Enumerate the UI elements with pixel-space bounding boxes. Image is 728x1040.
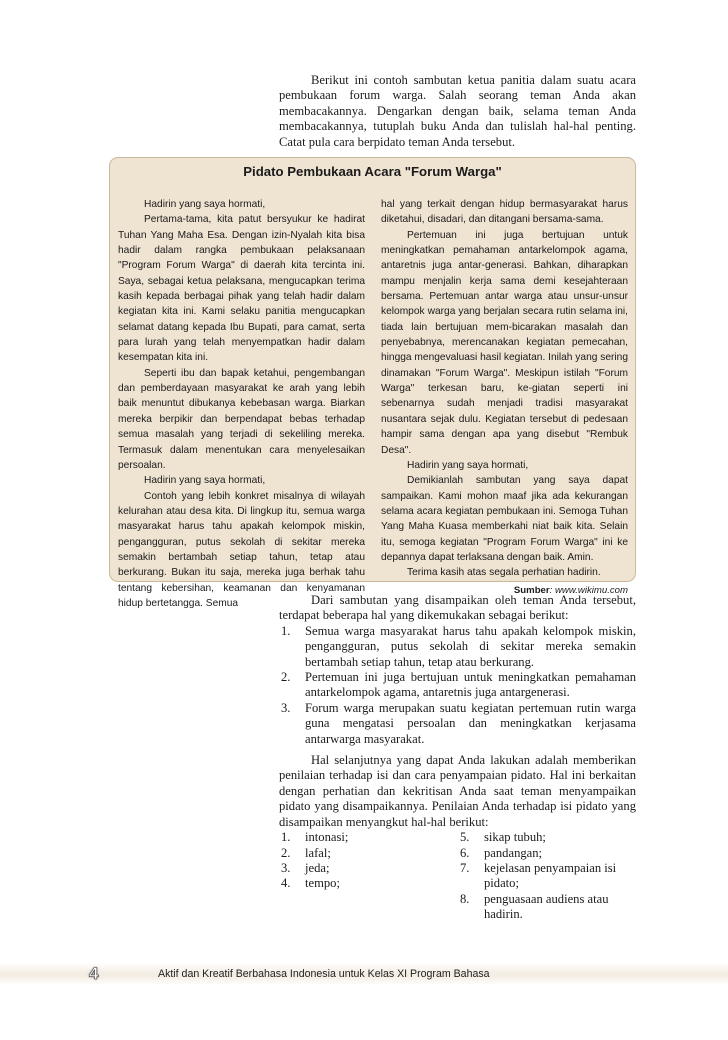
list-item: 2. Pertemuan ini juga bertujuan untuk meningkatkan pemahaman antarkelompok agama, antaretnis juga antargenerasi. (281, 670, 636, 700)
list-item-text: kejelasan penyampaian isi pidato; (484, 860, 617, 891)
speech-paragraph: hal yang terkait dengan hidup bermasyarakat harus diketahui, disadari, dan ditangani bersama-sama. (381, 199, 628, 226)
list-item-text: intonasi; (305, 830, 349, 845)
speech-paragraph: Contoh yang lebih konkret misalnya di wilayah kelurahan atau desa kita. Di lingkup itu, semua warga masyarakat harus tahu apakah kelompok miskin, pengangguran, putus sekolah di sekitar mereka semakin bertambah setiap tahun, tetap atau berkurang. Bukan itu saja, mereka juga berhak tahu tentang kebersihan, keamanan dan kenyamanan hidup bertetangga. Semua (118, 490, 365, 609)
speech-paragraph: Terima kasih atas segala perhatian hadirin. (407, 567, 601, 579)
points-list (279, 624, 636, 747)
analysis-next: Hal selanjutnya yang dapat Anda lakukan adalah memberikan penilaian terhadap isi dan cara penyampaian pidato. Hal ini berkaitan dengan perhatian dan kekritisan Anda saat teman menyampaikan pidato yang disampaikannya. Penilaian Anda terhadap isi pidato yang disampaikan menyangkut hal-hal berikut: (279, 753, 636, 829)
list-item: 1. Semua warga masyarakat harus tahu apakah kelompok miskin, pengangguran, putus sekolah di sekitar mereka semakin bertambah setiap tahun, tetap atau berkurang. (281, 623, 636, 669)
list-item-text: Semua warga masyarakat harus tahu apakah kelompok miskin, pengangguran, putus sekolah di sekitar mereka semakin bertambah setiap tahun, tetap atau berkurang. (305, 623, 636, 669)
speech-paragraph: Hadirin yang saya hormati, (144, 475, 266, 487)
analysis-section (279, 593, 636, 923)
source-url: : www.wikimu.com (549, 584, 628, 596)
list-item: 4. tempo; (281, 876, 340, 891)
speech-paragraph: Demikianlah sambutan yang saya dapat sampaikan. Kami mohon maaf jika ada kekurangan selama acara kegiatan pembukaan ini. Semoga Tuhan Yang Maha Kuasa memberkahi niat baik kita. Selain itu, semoga kegiatan "Program Forum Warga" ini ke depannya dapat terlaksana dengan baik. Amin. (381, 475, 628, 563)
speech-column-left (118, 197, 365, 611)
criteria-column-right (458, 830, 636, 922)
list-item-text: tempo; (305, 876, 340, 891)
intro-paragraph: Berikut ini contoh sambutan ketua panitia dalam suatu acara pembukaan forum warga. Salah seorang teman Anda akan membacakannya. Dengarkan dengan baik, selama teman Anda membacakannya, tutuplah buku Anda dan tulislah hal-hal penting. Catat pula cara berpidato teman Anda tersebut. (279, 73, 636, 149)
list-item: 2. lafal; (281, 845, 331, 860)
speech-paragraph: Seperti ibu dan bapak ketahui, pengembangan dan pemberdayaan masyarakat ke arah yang lebih baik menuntut dibukanya kebebasan warga. Biarkan mereka berpikir dan berpendapat bebas terhadap semua masalah yang terjadi di sekeliling mereka. Termasuk dalam menentukan cara menyelesaikan persoalan. (118, 367, 365, 471)
list-item: 8. penguasaan audiens atau hadirin. (460, 891, 609, 922)
list-item: 7. kejelasan penyampaian isi pidato; (460, 860, 617, 891)
speech-paragraph: Hadirin yang saya hormati, (407, 459, 529, 471)
speech-paragraph: Hadirin yang saya hormati, (144, 199, 266, 210)
list-item-text: lafal; (305, 845, 331, 860)
list-item: 6. pandangan; (460, 845, 543, 860)
speech-column-right (381, 197, 628, 598)
list-item-text: sikap tubuh; (484, 830, 546, 845)
speech-paragraph: Pertemuan ini juga bertujuan untuk meningkatkan pemahaman antarkelompok agama, antaretnis juga antar-generasi. Bahkan, diharapkan mampu menjalin kerja sama demi kesejahteraan bersama. Pertemuan antar warga atau unsur-unsur kelompok warga yang berjalan secara rutin selama ini, tiada lain bertujuan mem-bicarakan masalah dan penyebabnya, merencanakan kegiatan pemecahan, hingga mengevaluasi hasil kegiatan. Inilah yang sering dinamakan "Forum Warga". Meskipun istilah "Forum Warga" terkesan baru, ke-giatan seperti ini sebenarnya sudah menjadi tradisi masyarakat nusantara sejak dulu. Kegiatan tersebut di pedesaan hampir sama dengan apa yang disebut "Rembuk Desa". (381, 229, 628, 456)
source-label: Sumber (513, 584, 550, 596)
criteria-list (279, 830, 636, 922)
list-item: 1. intonasi; (281, 830, 349, 845)
analysis-intro: Dari sambutan yang disampaikan oleh teman Anda tersebut, terdapat beberapa hal yang dikemukakan sebagai berikut: (279, 593, 636, 623)
list-item: 5. sikap tubuh; (460, 830, 546, 845)
footer-text: Aktif dan Kreatif Berbahasa Indonesia untuk Kelas XI Program Bahasa (158, 968, 490, 980)
list-item: 3. Forum warga merupakan suatu kegiatan pertemuan rutin warga guna mengatasi persoalan dan meningkatkan kerjasama antarwarga masyarakat. (281, 700, 636, 746)
criteria-column-left (279, 830, 458, 922)
page-number: 4 (89, 964, 99, 983)
speech-title: Pidato Pembukaan Acara "Forum Warga" (243, 164, 502, 179)
list-item-text: Pertemuan ini juga bertujuan untuk meningkatkan pemahaman antarkelompok agama, antaretnis juga antargenerasi. (305, 670, 636, 700)
list-item-text: pandangan; (484, 845, 543, 860)
list-item-text: jeda; (305, 860, 330, 875)
list-item: 3. jeda; (281, 860, 330, 875)
speech-paragraph: Pertama-tama, kita patut bersyukur ke hadirat Tuhan Yang Maha Esa. Dengan izin-Nyalah kita bisa hadir dalam rangka pembukaan pelaksanaan "Program Forum Warga" di daerah kita tercinta ini. Saya, sebagai ketua pelaksana, mengucapkan terima kasih kepada berbagai pihak yang telah hadir dalam kegiatan kita ini. Kami selaku panitia mengucapkan selamat datang kepada Ibu Bupati, para camat, serta para lurah yang telah menyempatkan hadir dalam kesempatan kita ini. (118, 214, 365, 364)
list-item-text: Forum warga merupakan suatu kegiatan pertemuan rutin warga guna mengatasi persoalan dan meningkatkan kerjasama antarwarga masyarakat. (305, 700, 636, 746)
list-item-text: penguasaan audiens atau hadirin. (484, 891, 609, 922)
